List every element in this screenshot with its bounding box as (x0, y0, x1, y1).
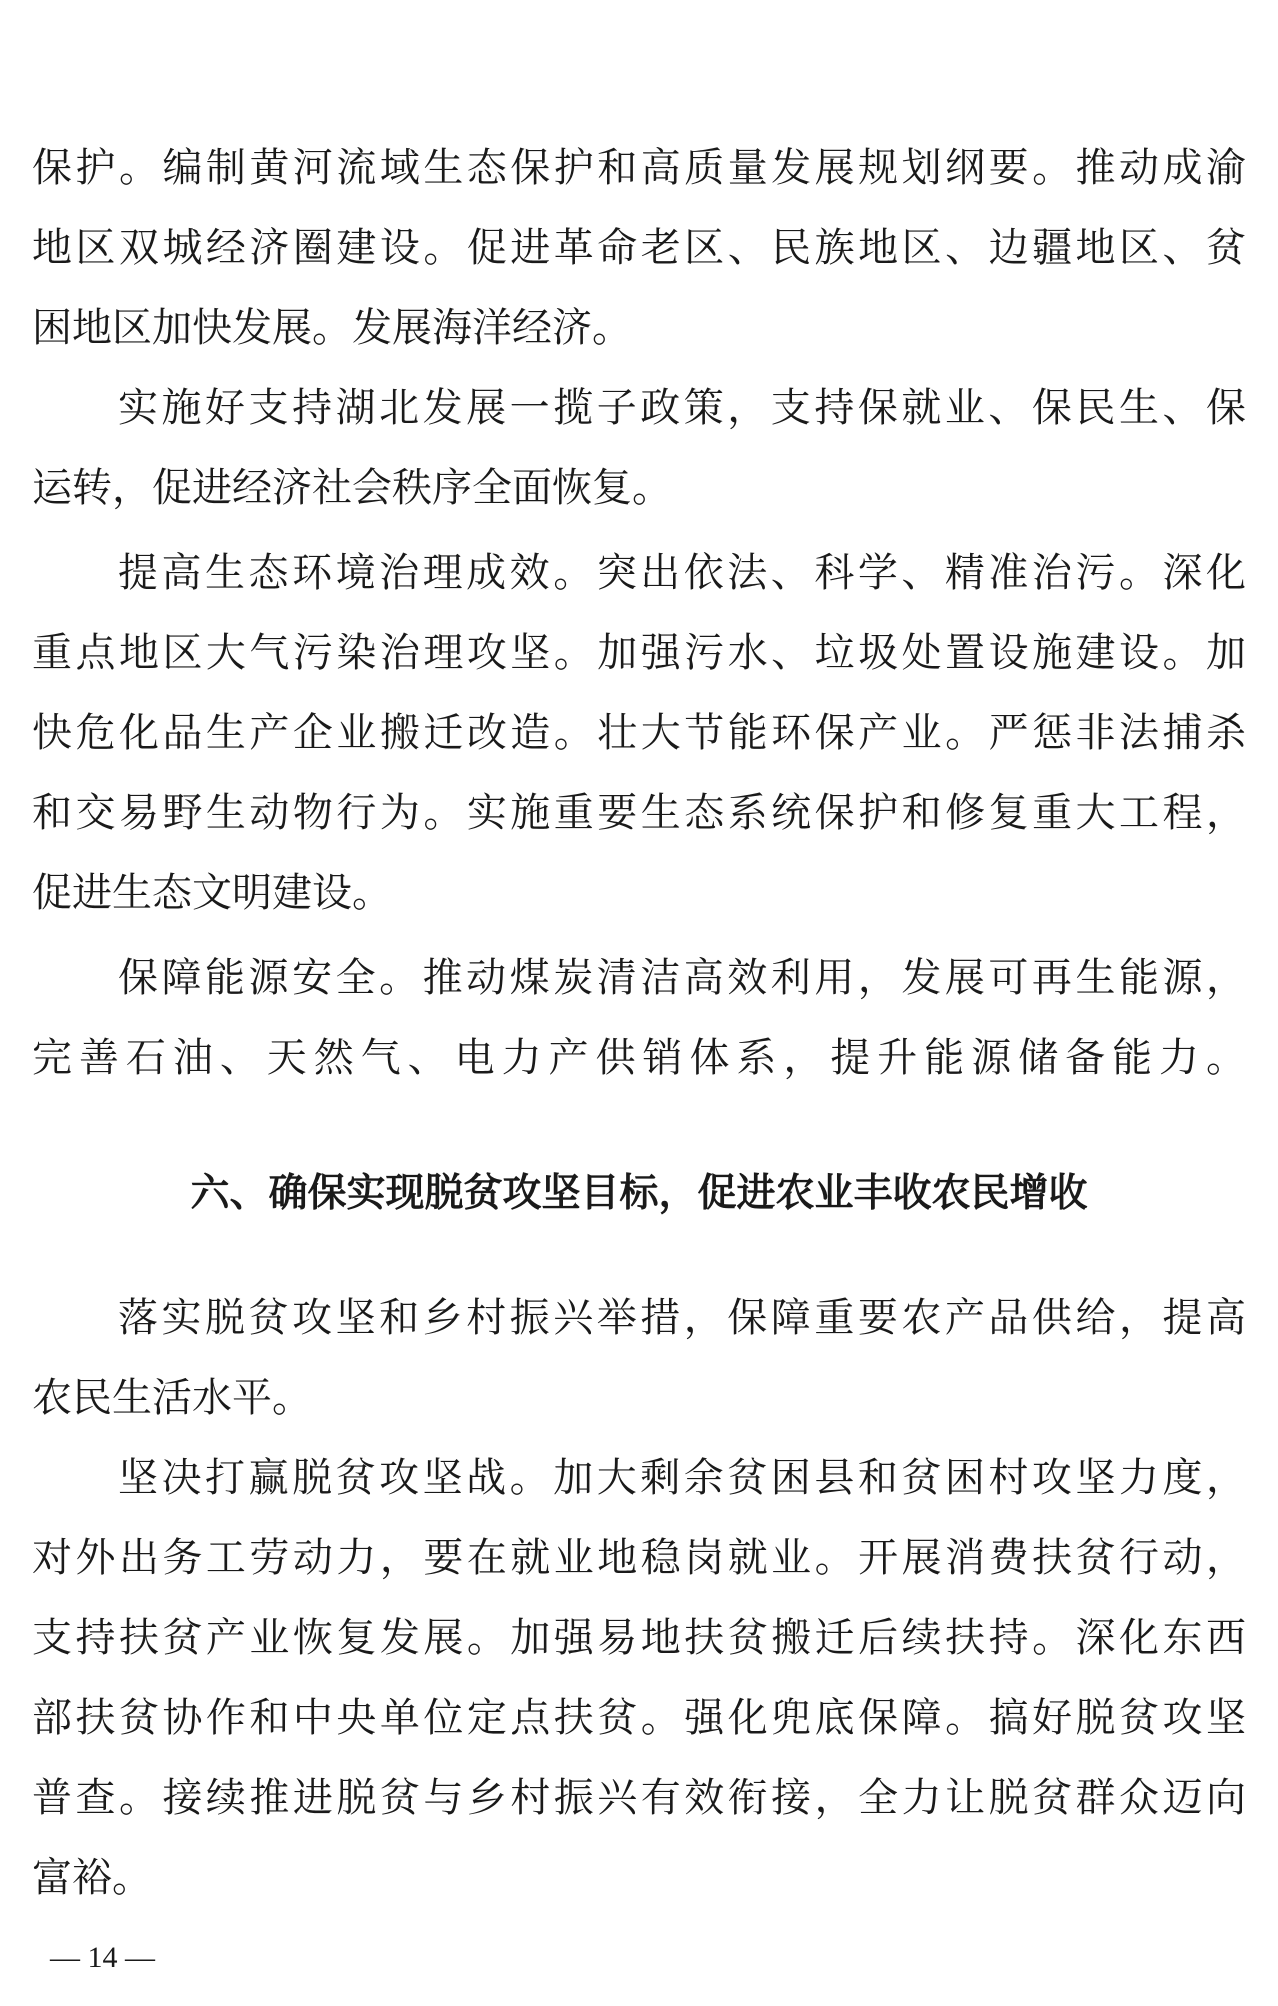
paragraph-line: 普查。接续推进脱贫与乡村振兴有效衔接，全力让脱贫群众迈向 (32, 1775, 1246, 1821)
paragraph-line: 和交易野生动物行为。实施重要生态系统保护和修复重大工程， (32, 790, 1246, 836)
paragraph-line: 保护。编制黄河流域生态保护和高质量发展规划纲要。推动成渝 (32, 145, 1246, 191)
paragraph-line: 支持扶贫产业恢复发展。加强易地扶贫搬迁后续扶持。深化东西 (32, 1615, 1246, 1661)
paragraph-line: 对外出务工劳动力，要在就业地稳岗就业。开展消费扶贫行动， (32, 1535, 1246, 1581)
paragraph-line: 困地区加快发展。发展海洋经济。 (32, 305, 632, 351)
paragraph-line: 快危化品生产企业搬迁改造。壮大节能环保产业。严惩非法捕杀 (32, 710, 1246, 756)
paragraph-line: 提高生态环境治理成效。突出依法、科学、精准治污。深化 (118, 550, 1246, 596)
paragraph-line: 农民生活水平。 (32, 1375, 312, 1421)
section-heading: 六、确保实现脱贫攻坚目标，促进农业丰收农民增收 (190, 1171, 1088, 1216)
paragraph-line: 富裕。 (32, 1855, 152, 1901)
paragraph-line: 运转，促进经济社会秩序全面恢复。 (32, 465, 672, 511)
paragraph-line: 重点地区大气污染治理攻坚。加强污水、垃圾处置设施建设。加 (32, 630, 1246, 676)
paragraph-line: 坚决打赢脱贫攻坚战。加大剩余贫困县和贫困村攻坚力度， (118, 1455, 1246, 1501)
paragraph-line: 完善石油、天然气、电力产供销体系，提升能源储备能力。 (32, 1035, 1246, 1081)
paragraph-line: 落实脱贫攻坚和乡村振兴举措，保障重要农产品供给，提高 (118, 1295, 1246, 1341)
page-number: — 14 — (50, 1941, 155, 1974)
paragraph-line: 实施好支持湖北发展一揽子政策，支持保就业、保民生、保 (118, 385, 1246, 431)
paragraph-line: 促进生态文明建设。 (32, 870, 392, 916)
paragraph-line: 部扶贫协作和中央单位定点扶贫。强化兜底保障。搞好脱贫攻坚 (32, 1695, 1246, 1741)
paragraph-line: 地区双城经济圈建设。促进革命老区、民族地区、边疆地区、贫 (32, 225, 1246, 271)
paragraph-line: 保障能源安全。推动煤炭清洁高效利用，发展可再生能源， (118, 955, 1246, 1001)
